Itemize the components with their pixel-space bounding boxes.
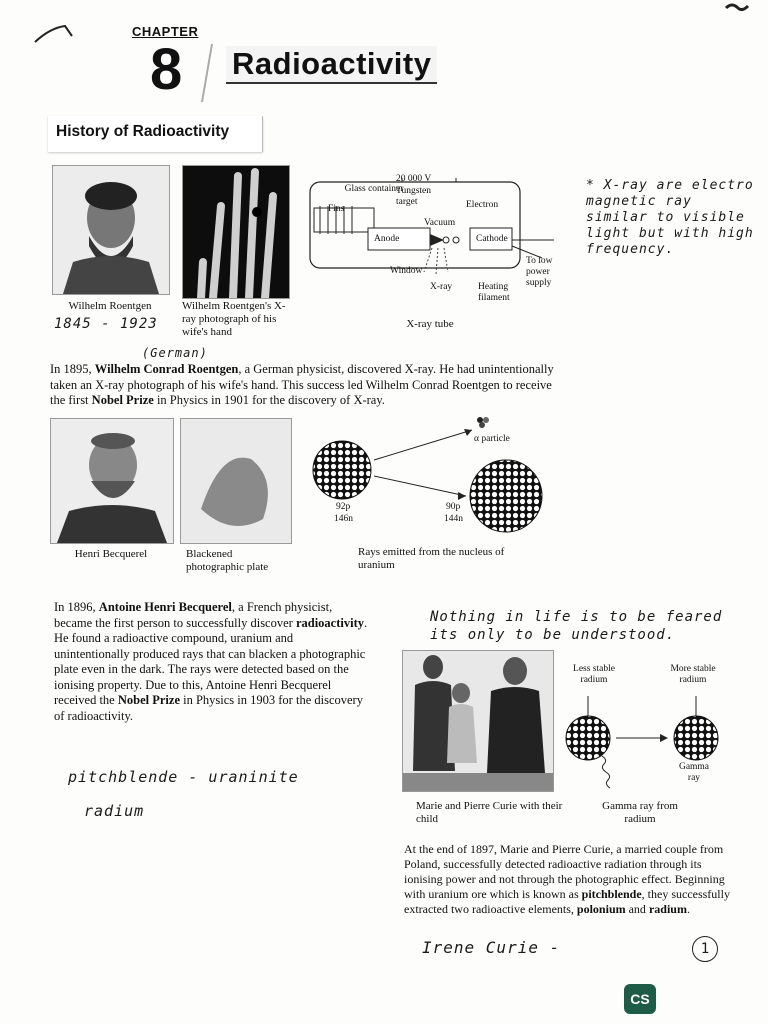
curie-para-text: .: [686, 902, 690, 916]
radioactivity-term: radioactivity: [295, 615, 364, 630]
xray-hand-photo: [182, 165, 290, 299]
nobel-prize-term: Nobel Prize: [117, 693, 180, 707]
handwritten-irene: Irene Curie -: [422, 938, 561, 957]
tube-tungsten-label: Tungsten target: [396, 186, 432, 207]
more-stable-label: More stable radium: [670, 664, 716, 685]
tube-xray-label: X-ray: [430, 282, 453, 292]
becquerel-name: Antoine Henri Becquerel: [98, 600, 232, 614]
rays-caption: Rays emitted from the nucleus of uranium: [358, 546, 505, 571]
roentgen-portrait-caption: Wilhelm Roentgen: [68, 300, 152, 312]
becquerel-portrait-caption: Henri Becquerel: [74, 548, 148, 560]
becquerel-para-text: in Physics in 1903 for the discovery of radioactivity.: [54, 693, 363, 723]
thorium-neutrons: 144n: [444, 514, 463, 524]
roentgen-para-text: In 1895,: [50, 362, 95, 376]
gamma-ray-label: Gamma ray: [678, 762, 710, 783]
tube-fins-label: Fins: [328, 204, 345, 214]
tube-vacuum-label: Vacuum: [424, 218, 456, 228]
curie-para-text: , they successfully extracted two radioactive elements,: [404, 887, 730, 916]
camscanner-badge-icon: CS: [624, 984, 656, 1014]
less-stable-label: Less stable radium: [573, 664, 615, 685]
polonium-term: polonium: [576, 902, 626, 916]
curie-photo-caption: Marie and Pierre Curie with their child: [416, 800, 563, 825]
chapter-number: 8: [150, 37, 183, 102]
handwritten-xray-note: * X-ray are electro magnetic ray similar to visible light but with high frequency.: [586, 178, 754, 257]
becquerel-para-text: . He found a radioactive compound, uranium and unintentionally produced rays that can blacken a photographic plate even in the dark. The rays were detected based on the ionising property. Due to this, Antoine Henri Becquerel received the: [54, 615, 368, 707]
roentgen-portrait: [52, 165, 170, 295]
uranium-protons: 92p: [336, 502, 351, 512]
tube-voltage-label: 20 000 V: [396, 174, 432, 184]
thorium-protons: 90p: [446, 502, 461, 512]
uranium-decay-diagram: [302, 414, 554, 554]
roentgen-name: Wilhelm Conrad Roentgen: [94, 362, 239, 376]
curie-family-photo: [402, 650, 554, 792]
tube-supply-label: To low power supply: [526, 256, 553, 288]
tube-heating-label: Heating filament: [478, 282, 510, 303]
corner-mark-icon: [722, 0, 752, 16]
section-title-box: [48, 116, 263, 152]
curie-para-text: At the end of 1897, Marie and Pierre Curie, a married couple from Poland, successfully detected radioactive radiation through its ionising power and not through the photographic effect. Beginning with uranium ore which is known as: [404, 842, 725, 901]
tube-anode-label: Anode: [374, 234, 400, 244]
page-title: Radioactivity: [226, 46, 437, 84]
pitchblende-term: pitchblende: [581, 887, 642, 901]
pen-scribble-icon: [30, 18, 90, 48]
uranium-neutrons: 146n: [334, 514, 353, 524]
handwritten-quote: Nothing in life is to be feared its only to be understood.: [430, 609, 723, 643]
section-title: History of Radioactivity: [56, 123, 230, 140]
becquerel-portrait: [50, 418, 174, 544]
nobel-prize-term: Nobel Prize: [91, 393, 154, 407]
curie-paragraph: [404, 842, 734, 917]
curie-para-text: and: [625, 902, 649, 916]
xray-hand-caption: Wilhelm Roentgen's X-ray photograph of his wife's hand: [182, 300, 286, 338]
tube-cathode-label: Cathode: [476, 234, 508, 244]
gamma-ray-caption: Gamma ray from radium: [602, 800, 678, 825]
roentgen-para-text: in Physics in 1901 for the discovery of X-ray.: [153, 393, 385, 407]
becquerel-paragraph: [54, 600, 370, 724]
handwritten-german: (German): [142, 346, 208, 360]
handwritten-radium: radium: [84, 802, 145, 820]
alpha-particle-label: α particle: [474, 434, 510, 444]
radium-term: radium: [648, 902, 687, 916]
becquerel-para-text: In 1896,: [54, 600, 99, 614]
tube-electron-label: Electron: [466, 200, 499, 210]
becquerel-para-text: , a French physicist, became the first person to successfully discover: [54, 600, 333, 630]
roentgen-paragraph: [50, 362, 566, 409]
chapter-divider: [200, 42, 214, 104]
blackened-plate-photo: [180, 418, 292, 544]
chapter-label: CHAPTER: [132, 24, 199, 39]
tube-window-label: Window: [390, 266, 423, 276]
roentgen-para-text: , a German physicist, discovered X-ray. He had unintentionally taken an X-ray photograph of his wife's hand. This success led Wilhelm Conrad Roentgen to receive the first: [50, 362, 554, 407]
handwritten-years: 1845 - 1923: [54, 316, 158, 332]
page-number: 1: [692, 936, 718, 962]
tube-glass-label: Glass container: [344, 184, 404, 194]
plate-caption: Blackened photographic plate: [186, 548, 269, 573]
handwritten-pitchblende: pitchblende - uraninite: [68, 768, 299, 786]
xray-tube-caption: X-ray tube: [406, 318, 454, 330]
